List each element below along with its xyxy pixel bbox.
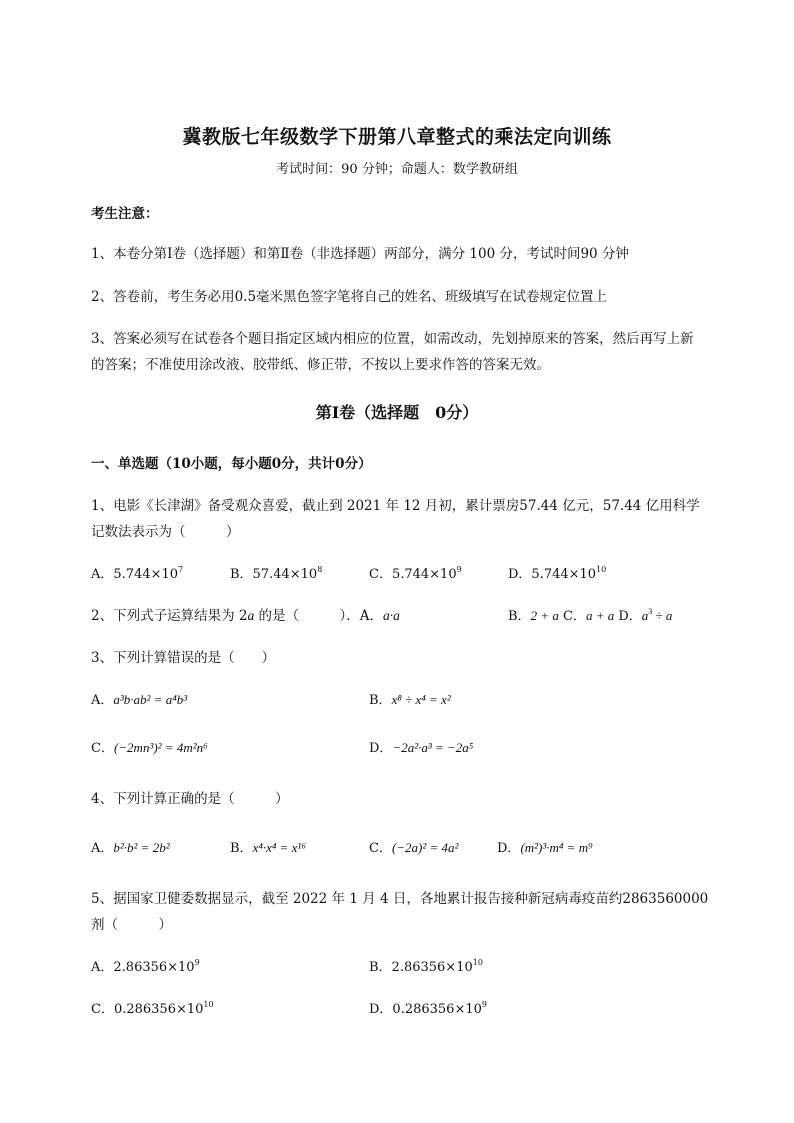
q3-option-b: B．x⁸ ÷ x⁴ = x²	[369, 692, 451, 708]
page-title: 冀教版七年级数学下册第八章整式的乘法定向训练	[182, 126, 612, 148]
q5-stem-line-1: 5、据国家卫健委数据显示，截至 2022 年 1 月 4 日，各地累计报告接种新冠病毒疫苗约2863560000	[91, 891, 709, 907]
section-title: 第Ⅰ卷（选择题 0分）	[315, 403, 479, 422]
notice-heading: 考生注意：	[91, 206, 159, 222]
q2-stem: 2、下列式子运算结果为 2a 的是（ ）．A．a·a	[91, 608, 400, 624]
q1-option-b: B．$57.44\times 10^8$	[230, 565, 323, 582]
q3-option-a: A．a³b·ab² = a⁴b³	[91, 692, 188, 708]
q2-option-b: 2 + a	[530, 608, 559, 623]
q4-stem: 4、下列计算正确的是（ ）	[91, 791, 289, 807]
q1-option-a: A．$5.744\times 10^7$	[91, 565, 184, 582]
q2-options-bcd: B．2 + a C．a + a D．$a^3 \div a$	[508, 607, 673, 624]
q5-option-c: C．$0.286356\times 10^{10}$	[91, 1000, 214, 1017]
exam-info: 考试时间：90 分钟；命题人：数学教研组	[276, 162, 518, 177]
notice-item-2: 2、答卷前，考生务必用0.5毫米黑色签字笔将自己的姓名、班级填写在试卷规定位置上	[91, 289, 608, 305]
q2-option-d: $a^3 \div a$	[641, 607, 673, 623]
q2-option-c: a + a	[585, 608, 615, 623]
q1-stem-line-1: 1、电影《长津湖》备受观众喜爱，截止到 2021 年 12 月初，累计票房57.44 亿元，57.44 亿用科学	[91, 498, 700, 514]
q1-stem-line-2: 记数法表示为（ ）	[91, 524, 240, 540]
q3-stem: 3、下列计算错误的是（ ）	[91, 650, 276, 666]
notice-item-1: 1、本卷分第Ⅰ卷（选择题）和第Ⅱ卷（非选择题）两部分，满分 100 分，考试时间90 分钟	[91, 246, 629, 262]
notice-item-3-line-2: 的答案；不准使用涂改液、胶带纸、修正带，不按以上要求作答的答案无效。	[91, 357, 550, 373]
q4-option-b: B．x⁴·x⁴ = x¹⁶	[230, 840, 306, 856]
part-heading: 一、单选题（10小题，每小题0分，共计0分）	[91, 456, 372, 472]
q4-option-d: D．(m²)³·m⁴ = m⁹	[497, 840, 593, 856]
q5-option-d: D．$0.286356\times 10^9$	[369, 1000, 487, 1017]
q1-option-d: D．$5.744\times 10^{10}$	[508, 565, 607, 582]
notice-item-3-line-1: 3、答案必须写在试卷各个题目指定区域内相应的位置，如需改动，先划掉原来的答案，然后再写上新	[91, 331, 694, 347]
q5-option-a: A．$2.86356\times 10^9$	[91, 958, 200, 975]
q4-option-c: C．(−2a)² = 4a²	[369, 840, 459, 856]
q5-option-b: B．$2.86356\times 10^{10}$	[369, 958, 483, 975]
q1-option-c: C．$5.744\times 10^9$	[369, 565, 462, 582]
q5-stem-line-2: 剂（ ）	[91, 917, 172, 933]
q3-option-c: C．(−2mn³)² = 4m²n⁶	[91, 740, 208, 756]
q4-option-a: A．b²·b² = 2b²	[91, 840, 170, 856]
q3-option-d: D．−2a²·a³ = −2a⁵	[369, 740, 474, 756]
q2-option-a: a·a	[383, 608, 400, 623]
